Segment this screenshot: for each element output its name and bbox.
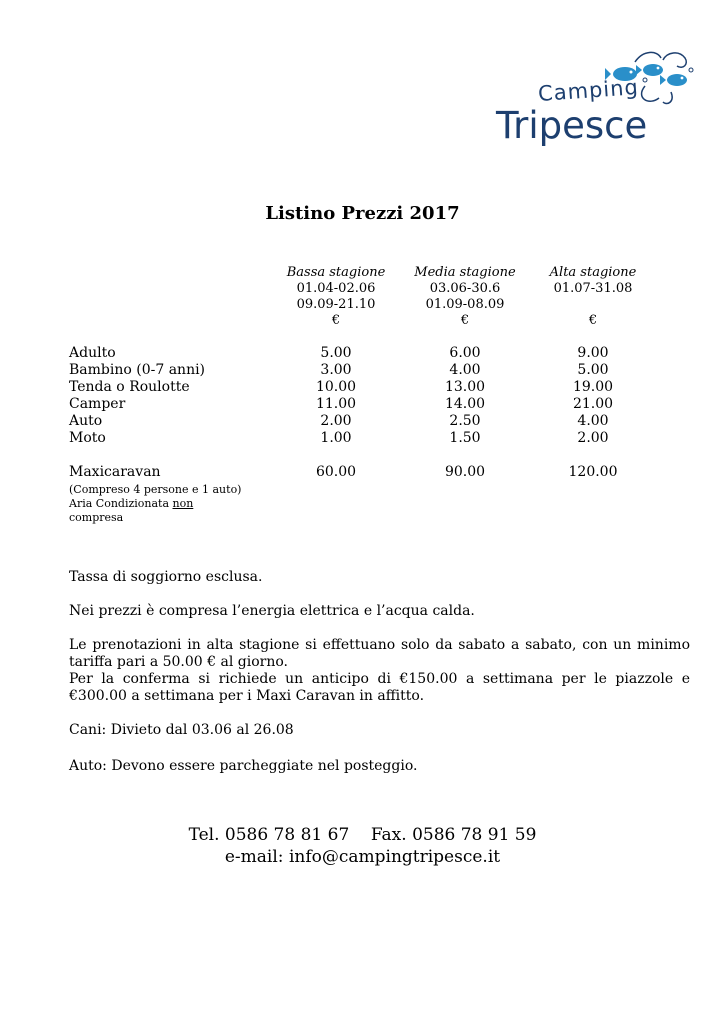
contact-fax: Fax. 0586 78 91 59	[370, 825, 537, 845]
price-value: 19.00	[572, 379, 614, 395]
price-value: 3.00	[320, 362, 352, 378]
season-currency: €	[588, 313, 598, 328]
price-value: 4.00	[577, 413, 609, 429]
price-value: 13.00	[444, 379, 486, 395]
season-dates: 01.07-31.08	[553, 281, 633, 296]
price-value: 1.50	[449, 430, 481, 446]
season-name: Alta stagione	[549, 265, 637, 280]
price-value: 60.00	[315, 464, 357, 480]
price-value: 4.00	[449, 362, 481, 378]
row-label: Auto	[69, 413, 103, 429]
price-value: 2.00	[320, 413, 352, 429]
price-row-bambino	[0, 362, 725, 379]
note-cani: Cani: Divieto dal 03.06 al 26.08	[69, 722, 294, 738]
price-row-auto	[0, 413, 725, 430]
note-underlined: non	[172, 497, 194, 510]
season-dates: 09.09-21.10	[296, 297, 376, 312]
maxicaravan-note-line	[69, 497, 241, 511]
season-dates: 03.06-30.6	[429, 281, 501, 296]
maxicaravan-note-line: (Compreso 4 persone e 1 auto)	[69, 483, 242, 496]
price-value: 6.00	[449, 345, 481, 361]
price-value: 5.00	[577, 362, 609, 378]
price-row-moto	[0, 430, 725, 447]
price-value: 5.00	[320, 345, 352, 361]
row-label: Maxicaravan	[69, 464, 161, 480]
row-label: Adulto	[69, 345, 116, 361]
note-tassa: Tassa di soggiorno esclusa.	[69, 569, 263, 585]
price-value: 2.00	[577, 430, 609, 446]
price-value: 120.00	[568, 464, 618, 480]
logo-tripesce-text: Tripesce	[496, 104, 648, 147]
price-row-adulto	[0, 345, 725, 362]
price-value: 1.00	[320, 430, 352, 446]
price-value: 10.00	[315, 379, 357, 395]
price-value: 11.00	[315, 396, 357, 412]
season-dates: 01.09-08.09	[425, 297, 505, 312]
note-energia: Nei prezzi è compresa l’energia elettrica e l’acqua calda.	[69, 603, 475, 619]
price-row-camper	[0, 396, 725, 413]
maxicaravan-note	[69, 483, 241, 525]
maxicaravan-note-line: compresa	[69, 511, 124, 524]
price-value: 14.00	[444, 396, 486, 412]
row-label: Camper	[69, 396, 126, 412]
logo-camping-text: Camping	[537, 75, 640, 106]
contact-phone: Tel. 0586 78 81 67	[188, 825, 350, 845]
row-label: Tenda o Roulotte	[69, 379, 190, 395]
note-prenotazioni: Le prenotazioni in alta stagione si effettuano solo da sabato a sabato, con un minimo tariffa pari a 50.00 € al giorno.	[69, 637, 690, 670]
row-label: Moto	[69, 430, 106, 446]
season-header-alta	[533, 265, 653, 329]
price-value: 9.00	[577, 345, 609, 361]
season-currency: €	[460, 313, 470, 328]
season-header-media	[405, 265, 525, 329]
price-value: 2.50	[449, 413, 481, 429]
note-text: Aria Condizionata	[69, 497, 173, 510]
season-dates-empty	[533, 297, 653, 313]
camping-tripesce-logo	[493, 48, 693, 153]
contact-phone-fax	[0, 824, 725, 846]
note-conferma: Per la conferma si richiede un anticipo di €150.00 a settimana per le piazzole e €300.00 a settimana per i Maxi Caravan in affitto.	[69, 671, 690, 704]
season-name: Media stagione	[414, 265, 516, 280]
note-auto: Auto: Devono essere parcheggiate nel posteggio.	[69, 758, 418, 774]
contact-email: e-mail: info@campingtripesce.it	[224, 847, 501, 867]
season-currency: €	[331, 313, 341, 328]
price-row-tenda	[0, 379, 725, 396]
row-label: Bambino (0-7 anni)	[69, 362, 206, 378]
price-value: 21.00	[572, 396, 614, 412]
season-name: Bassa stagione	[286, 265, 386, 280]
season-header-bassa	[276, 265, 396, 329]
price-row-maxicaravan	[0, 464, 725, 481]
page-title: Listino Prezzi 2017	[265, 203, 460, 224]
price-value: 90.00	[444, 464, 486, 480]
season-dates: 01.04-02.06	[296, 281, 376, 296]
